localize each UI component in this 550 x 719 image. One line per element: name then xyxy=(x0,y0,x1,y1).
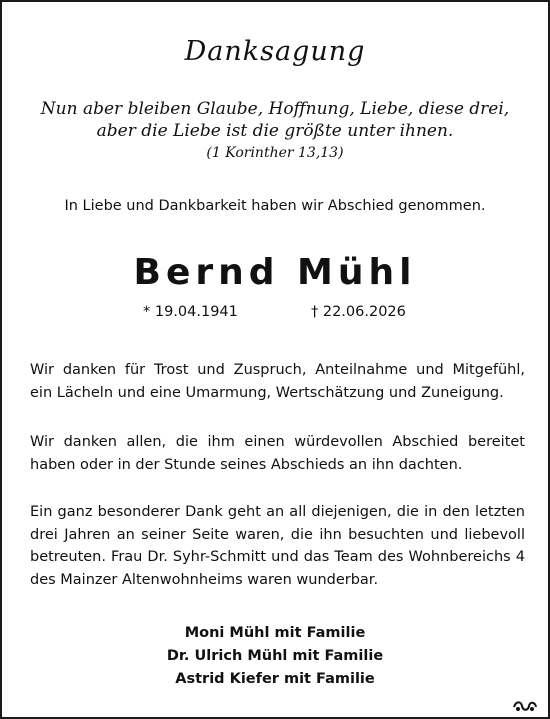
birth-date: * 19.04.1941 xyxy=(143,304,238,320)
death-date: † 22.06.2026 xyxy=(311,304,406,320)
paragraph-line: ein Lächeln und eine Umarmung, Wertschätzung und Zuneigung. xyxy=(30,384,504,401)
paragraph-line: Ein ganz besonderer Dank geht an all diejenigen, die in den letzten xyxy=(30,504,525,520)
quote-line-1: Nun aber bleiben Glaube, Hoffnung, Liebe, diese drei, xyxy=(40,99,510,119)
paragraph-line: Wir danken allen, die ihm einen würdevollen Abschied bereitet xyxy=(30,434,525,450)
bible-quote xyxy=(2,98,548,164)
signer: Astrid Kiefer mit Familie xyxy=(175,671,375,687)
deceased-name: Bernd Mühl xyxy=(133,252,417,293)
signer: Dr. Ulrich Mühl mit Familie xyxy=(166,648,384,664)
quote-reference: (1 Korinther 13,13) xyxy=(206,145,344,161)
paragraph-line: Wir danken für Trost und Zuspruch, Anteilnahme und Mitgefühl, xyxy=(30,362,525,378)
paragraph-line: des Mainzer Altenwohnheims waren wunderbar. xyxy=(30,571,379,588)
signer: Moni Mühl mit Familie xyxy=(184,625,366,641)
thanks-paragraph-2 xyxy=(30,431,525,476)
paragraph-line: betreuten. Frau Dr. Syhr-Schmitt und das Team des Wohnbereichs 4 xyxy=(30,549,525,565)
swash-ornament-icon xyxy=(512,699,538,713)
thanks-paragraph-3 xyxy=(30,501,525,591)
signers-list xyxy=(2,622,548,691)
paragraph-line: drei Jahren an seiner Seite waren, die ihn besuchten und liebevoll xyxy=(30,526,525,543)
paragraph-line: haben oder in der Stunde seines Abschieds an ihn dachten. xyxy=(30,456,463,473)
thanks-paragraph-1 xyxy=(30,359,525,404)
intro-text: In Liebe und Dankbarkeit haben wir Abschied genommen. xyxy=(64,198,486,214)
quote-line-2: aber die Liebe ist die größte unter ihnen. xyxy=(96,121,454,141)
heading: Danksagung xyxy=(184,36,366,67)
